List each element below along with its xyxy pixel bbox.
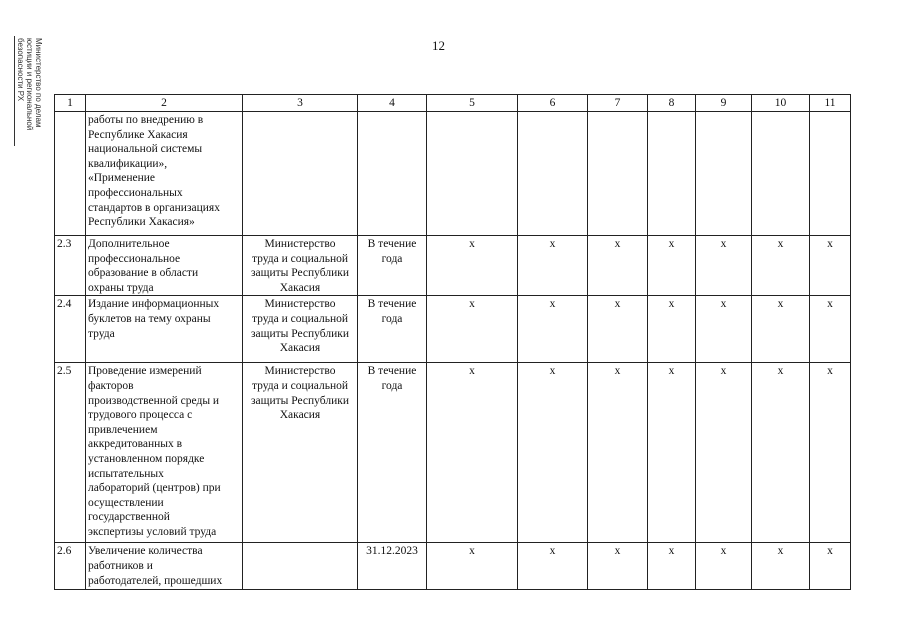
activity-cell [86, 363, 243, 543]
mark-cell: x [752, 296, 810, 363]
table-row [55, 296, 851, 363]
activity-cell [86, 296, 243, 363]
header-cell: 4 [358, 95, 427, 112]
deadline-line: 31.12.2023 [366, 545, 418, 558]
activity-line: профессиональное [88, 252, 181, 265]
header-cell: 11 [810, 95, 851, 112]
mark-cell: x [588, 363, 648, 543]
activity-line: стандартов в организациях [88, 201, 220, 214]
executor-line: защиты Республики [251, 394, 349, 407]
header-row [55, 95, 851, 112]
activity-cell [86, 236, 243, 296]
header-cell: 7 [588, 95, 648, 112]
mark-cell: x [810, 236, 851, 296]
header-cell: 3 [243, 95, 358, 112]
executor-line: Министерство [264, 365, 336, 378]
activity-line: работодателей, прошедших [88, 574, 223, 587]
header-cell: 1 [55, 95, 86, 112]
mark-cell: x [427, 296, 518, 363]
table-row [55, 236, 851, 296]
deadline-cell [358, 296, 427, 363]
activity-line: Дополнительное [88, 238, 170, 250]
deadline-line: В течение [367, 298, 417, 311]
mark-cell [648, 112, 696, 236]
deadline-line: года [381, 379, 403, 392]
mark-cell [810, 112, 851, 236]
mark-cell: x [696, 236, 752, 296]
deadline-line: В течение [367, 238, 417, 250]
executor-line: Министерство [264, 298, 336, 311]
executor-cell [243, 112, 358, 236]
deadline-cell [358, 112, 427, 236]
activity-line: Проведение измерений [88, 365, 202, 378]
activity-line: установленном порядке [88, 452, 205, 465]
activity-line: государственной [88, 511, 170, 524]
mark-cell [518, 112, 588, 236]
activity-line: осуществлении [88, 496, 164, 509]
mark-cell: x [427, 543, 518, 590]
activity-line: профессиональных [88, 186, 183, 199]
deadline-line: года [381, 312, 403, 325]
mark-cell: x [752, 236, 810, 296]
mark-cell [427, 112, 518, 236]
table-row [55, 543, 851, 590]
mark-cell: x [518, 236, 588, 296]
activity-line: аккредитованных в [88, 438, 183, 451]
mark-cell: x [810, 296, 851, 363]
mark-cell: x [810, 543, 851, 590]
activity-line: работы по внедрению в [88, 114, 204, 126]
activity-line: Увеличение количества [88, 545, 203, 558]
executor-line: Хакасия [279, 409, 321, 422]
activity-line: испытательных [88, 467, 164, 480]
deadline-cell [358, 236, 427, 296]
activity-line: трудового процесса с [88, 409, 193, 422]
header-cell: 8 [648, 95, 696, 112]
activity-line: буклетов на тему охраны [88, 312, 211, 325]
mark-cell: x [752, 543, 810, 590]
mark-cell: x [427, 236, 518, 296]
stamp-line: юстиции и региональной [25, 38, 34, 131]
mark-cell: x [518, 296, 588, 363]
table-row [55, 112, 851, 236]
activity-cell [86, 543, 243, 590]
executor-line: труда и социальной [251, 252, 349, 265]
activity-line: экспертизы условий труда [88, 525, 217, 538]
mark-cell: x [427, 363, 518, 543]
mark-cell: x [752, 363, 810, 543]
row-number: 2.3 [55, 236, 86, 296]
executor-line: Хакасия [279, 281, 321, 294]
executor-line: труда и социальной [251, 379, 349, 392]
activity-line: привлечением [88, 423, 158, 436]
executor-line: труда и социальной [251, 312, 349, 325]
mark-cell: x [588, 296, 648, 363]
stamp-line: безопасности РХ [16, 38, 25, 102]
mark-cell [696, 112, 752, 236]
executor-cell [243, 363, 358, 543]
deadline-line: В течение [367, 365, 417, 378]
stamp-line: Министерство по делам [34, 38, 43, 128]
mark-cell: x [810, 363, 851, 543]
deadline-cell [358, 543, 427, 590]
row-number: 2.5 [55, 363, 86, 543]
header-cell: 10 [752, 95, 810, 112]
header-cell: 6 [518, 95, 588, 112]
activity-line: производственной среды и [88, 394, 220, 407]
stamp-text [16, 38, 43, 130]
mark-cell: x [518, 543, 588, 590]
table-row [55, 363, 851, 543]
mark-cell: x [696, 363, 752, 543]
mark-cell: x [648, 296, 696, 363]
activity-line: труда [88, 327, 115, 340]
table-body [55, 95, 851, 590]
activities-table [54, 94, 851, 590]
activity-line: образование в области [88, 267, 199, 280]
executor-cell [243, 543, 358, 590]
activity-line: национальной системы [88, 143, 203, 156]
page-number: 12 [432, 38, 445, 53]
activity-line: Издание информационных [88, 298, 220, 311]
mark-cell: x [696, 543, 752, 590]
activity-line: лабораторий (центров) при [88, 482, 221, 495]
mark-cell: x [696, 296, 752, 363]
executor-line: Министерство [264, 238, 336, 250]
mark-cell: x [588, 236, 648, 296]
activity-line: Республики Хакасия» [88, 216, 195, 229]
mark-cell: x [648, 236, 696, 296]
deadline-line: года [381, 252, 403, 265]
executor-line: защиты Республики [251, 267, 349, 280]
activity-line: факторов [88, 379, 134, 392]
executor-line: Хакасия [279, 342, 321, 355]
mark-cell: x [518, 363, 588, 543]
mark-cell: x [648, 543, 696, 590]
row-number [55, 112, 86, 236]
mark-cell: x [588, 543, 648, 590]
activity-line: Республике Хакасия [88, 128, 188, 141]
activity-line: работников и [88, 559, 153, 572]
row-number: 2.4 [55, 296, 86, 363]
activity-line: квалификации», [88, 157, 168, 170]
header-cell: 5 [427, 95, 518, 112]
mark-cell [588, 112, 648, 236]
activity-line: охраны труда [88, 281, 154, 294]
header-cell: 2 [86, 95, 243, 112]
mark-cell: x [648, 363, 696, 543]
deadline-cell [358, 363, 427, 543]
executor-cell [243, 296, 358, 363]
activity-cell [86, 112, 243, 236]
registration-stamp [14, 36, 43, 146]
activity-line: «Применение [88, 172, 156, 185]
mark-cell [752, 112, 810, 236]
row-number: 2.6 [55, 543, 86, 590]
executor-line: защиты Республики [251, 327, 349, 340]
executor-cell [243, 236, 358, 296]
header-cell: 9 [696, 95, 752, 112]
